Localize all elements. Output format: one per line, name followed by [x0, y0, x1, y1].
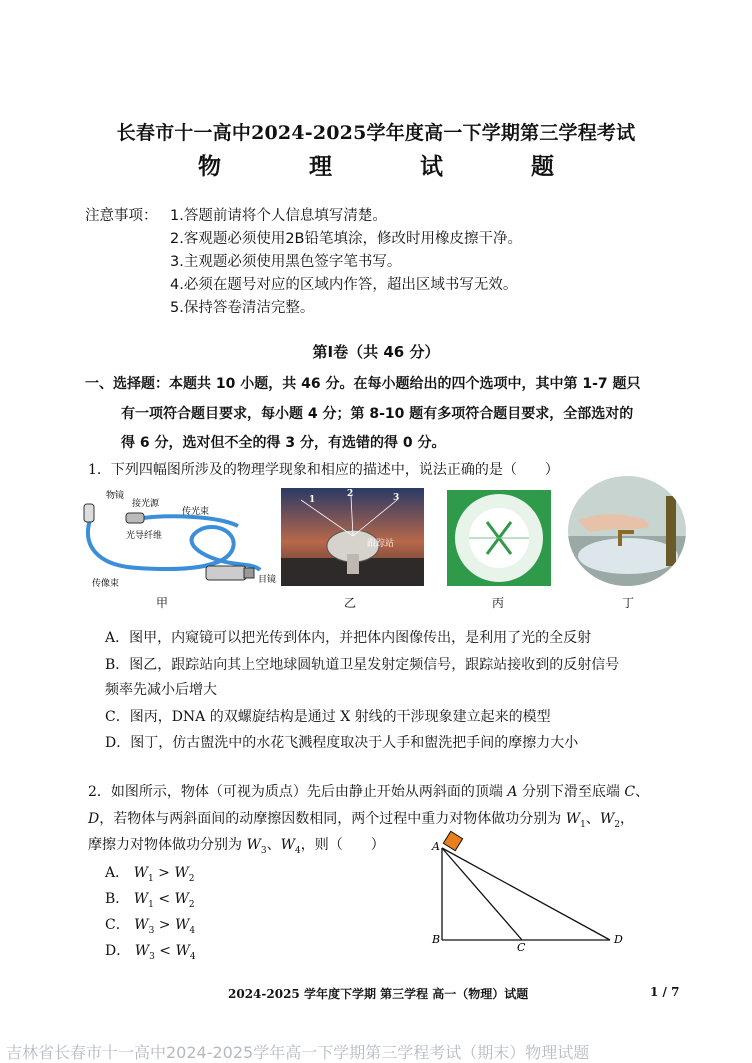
incline-AD [442, 848, 610, 940]
svg-text:3: 3 [393, 493, 400, 503]
figure-caption-jia: 甲 [155, 596, 168, 610]
eyepiece-body [206, 566, 246, 580]
page-number: 1 / 7 [650, 985, 680, 999]
point-C: C [517, 941, 526, 953]
eyepiece [244, 568, 254, 578]
q1-option-d: D．图丁，仿古盥洗中的水花飞溅程度取决于人手和盥洗把手间的摩擦力大小 [105, 735, 579, 751]
fiber-cable [88, 520, 260, 570]
watermark-text: 吉林省长春市十一高中2024-2025学年高一下学期第三学程考试（期末）物理试题 [6, 1043, 590, 1062]
q2-option-c: C． $W_3 > W_4$ [105, 917, 196, 936]
notice-label: 注意事项： [85, 208, 158, 224]
section-instruction: 有一项符合题目要求，每小题 4 分；第 8-10 题有多项符合题目要求，全部选对的 [121, 406, 634, 422]
question-2-stem-line1: 2．如图所示，物体（可视为质点）先后由静止开始从两斜面的顶端 A 分别下滑至底端 C、 [88, 784, 650, 800]
exam-title: 长春市十一高中2024-2025学年度高一下学期第三学程考试 [116, 122, 636, 144]
label-tracking-station: 跟踪站 [367, 539, 395, 549]
incline-AC [442, 848, 522, 940]
q2-option-a: A． $W_1 > W_2$ [105, 865, 195, 884]
q2-option-b: B． $W_1 < W_2$ [105, 891, 195, 910]
svg-text:2: 2 [347, 489, 354, 499]
figure-tracking-station [281, 488, 424, 586]
figure-caption-ding: 丁 [621, 596, 634, 610]
q2-option-d: D． $W_3 < W_4$ [105, 943, 196, 962]
point-B: B [432, 933, 441, 946]
figure-caption-bing: 丙 [491, 596, 504, 610]
label-image-bundle: 传像束 [92, 579, 120, 589]
objective-lens [84, 504, 94, 522]
figure-basin [568, 476, 686, 586]
notice-item: 3.主观题必须使用黑色签字笔书写。 [170, 254, 402, 270]
q1-option-b: B．图乙，跟踪站向其上空地球圆轨道卫星发射定频信号，跟踪站接收到的反射信号 [105, 657, 620, 673]
figure-caption-yi: 乙 [343, 596, 356, 610]
footer-title: 2024-2025 学年度下学期 第三学程 高一（物理）试题 [228, 987, 529, 1001]
figure-inclines [428, 828, 628, 953]
section-instruction: 得 6 分，选对但不全的得 3 分，有选错的得 0 分。 [121, 435, 446, 451]
block [443, 831, 462, 850]
notice-item: 2.客观题必须使用2B铅笔填涂，修改时用橡皮擦干净。 [170, 231, 523, 247]
point-A: A [432, 840, 440, 853]
label-light-source: 接光源 [132, 499, 160, 509]
antenna-base [347, 554, 359, 574]
q1-option-a: A．图甲，内窥镜可以把光传到体内，并把体内图像传出，是利用了光的全反射 [105, 630, 592, 646]
section-instruction: 一、选择题：本题共 10 小题，共 46 分。在每小题给出的四个选项中，其中第 1-7 题只 [85, 376, 641, 392]
question-2-stem-line3: 摩擦力对物体做功分别为 $W_3$、$W_4$，则（ ） [88, 837, 385, 856]
notice-item: 1.答题前请将个人信息填写清楚。 [170, 208, 387, 224]
label-objective: 物镜 [106, 491, 125, 501]
label-light-bundle: 传光束 [182, 507, 210, 517]
question-2-stem-line2: D，若物体与两斜面间的动摩擦因数相同，两个过程中重力对物体做功分别为 $W_1$、$W_2$， [88, 811, 634, 830]
point-D: D [614, 933, 623, 946]
q1-option-b-cont: 频率先减小后增大 [105, 682, 217, 698]
svg-text:1: 1 [309, 495, 316, 505]
label-fiber: 光导纤维 [126, 531, 163, 541]
notice-item: 4.必须在题号对应的区域内作答，超出区域书写无效。 [170, 277, 518, 293]
subject-title: 物 理 试 题 [197, 153, 595, 180]
figure-endoscope [78, 486, 278, 596]
section-title: 第Ⅰ卷（共 46 分） [312, 343, 440, 361]
light-cable [136, 516, 238, 526]
q1-option-c: C．图丙，DNA 的双螺旋结构是通过 X 射线的干涉现象建立起来的模型 [105, 709, 551, 725]
label-eyepiece: 目镜 [258, 575, 277, 585]
figure-xray-diffraction [447, 490, 551, 586]
light-source-connector [126, 513, 144, 523]
notice-item: 5.保持答卷清洁完整。 [170, 300, 315, 316]
question-1-stem: 1．下列四幅图所涉及的物理学现象和相应的描述中，说法正确的是（ ） [88, 462, 559, 478]
